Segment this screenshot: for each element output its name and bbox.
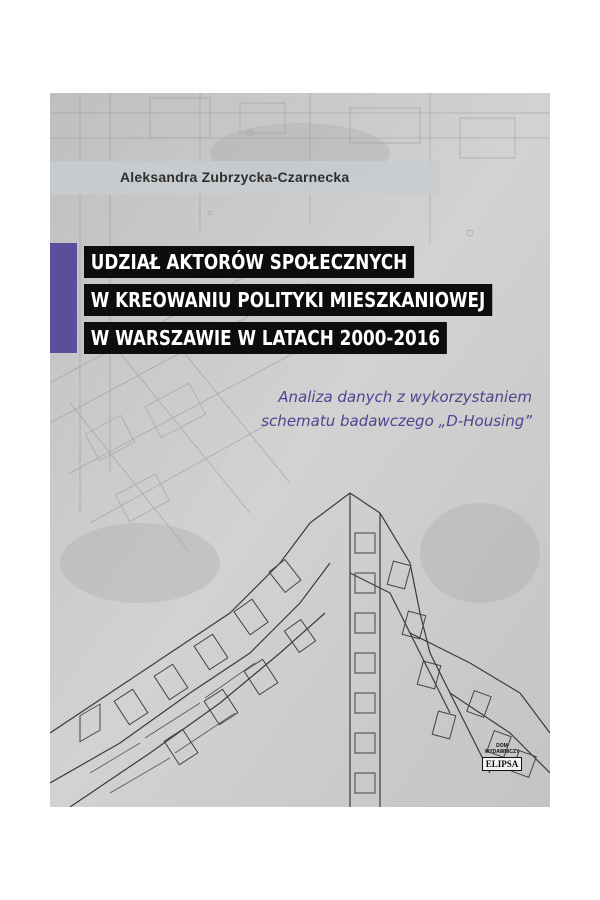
book-cover xyxy=(50,93,550,807)
subtitle-line-1: Analiza danych z wykorzystaniem xyxy=(278,388,532,406)
subtitle-line-2: schematu badawczego „D-Housing” xyxy=(261,412,532,430)
title-line-1: UDZIAŁ AKTORÓW SPOŁECZNYCH xyxy=(84,246,414,278)
publisher-logo xyxy=(482,743,522,771)
publisher-line-2: WYDAWNICZY xyxy=(484,749,520,755)
publisher-line-1: DOM xyxy=(496,743,508,749)
publisher-name: ELIPSA xyxy=(482,757,522,771)
author-name: Aleksandra Zubrzycka-Czarnecka xyxy=(120,169,350,185)
title-line-2: W KREOWANIU POLITYKI MIESZKANIOWEJ xyxy=(84,284,492,316)
title-line-3: W WARSZAWIE W LATACH 2000-2016 xyxy=(84,322,447,354)
architectural-sketch-illustration xyxy=(50,93,550,807)
accent-bar xyxy=(50,243,77,353)
